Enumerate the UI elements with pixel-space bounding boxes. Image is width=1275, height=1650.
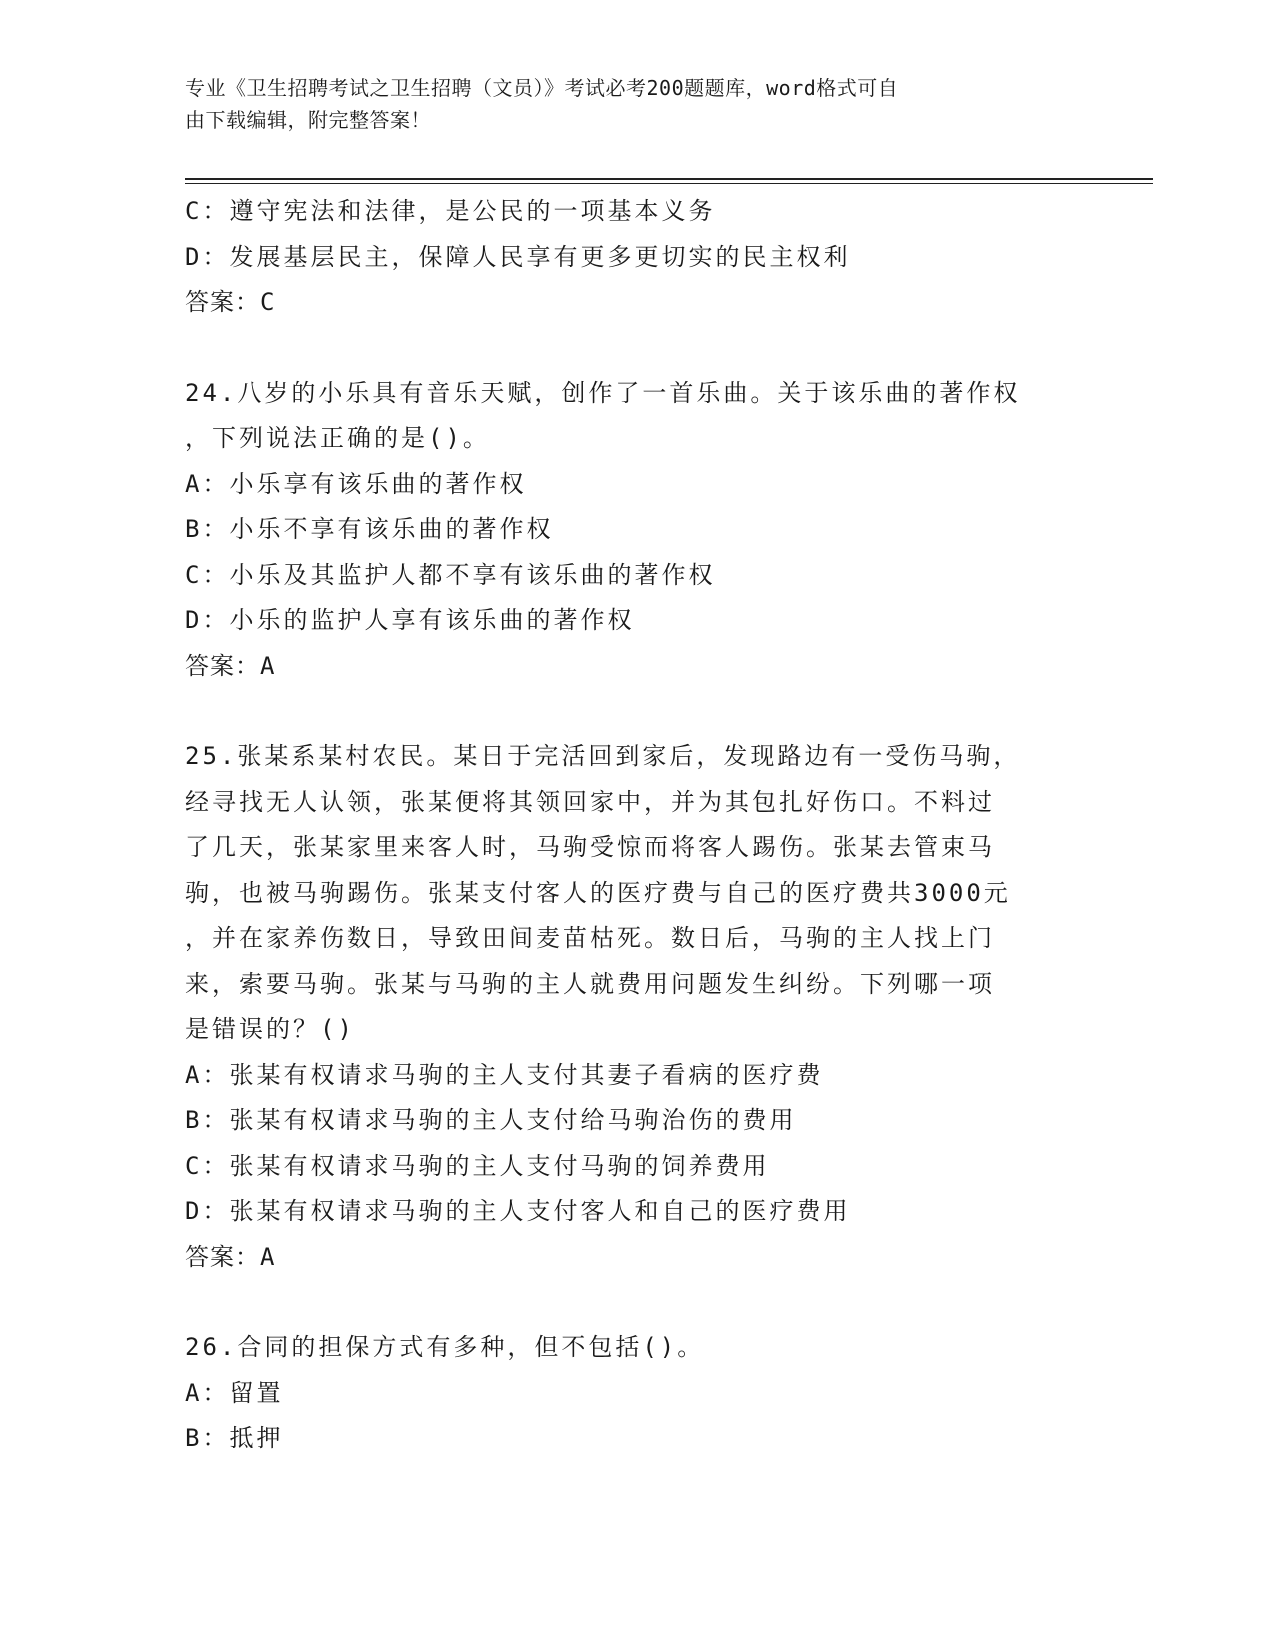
option-b: B：抵押 (185, 1424, 284, 1452)
spacer (185, 1280, 1085, 1325)
option-d: D：发展基层民主，保障人民享有更多更切实的民主权利 (185, 242, 851, 271)
question-block-24 (185, 371, 1085, 690)
answer-line: 答案：C (185, 288, 276, 316)
spacer (185, 326, 1085, 371)
question-block-26 (185, 1325, 1085, 1462)
option-d: D：小乐的监护人享有该乐曲的著作权 (185, 606, 635, 634)
question-stem-line: 经寻找无人认领，张某便将其领回家中，并为其包扎好伤口。不料过 (185, 787, 995, 816)
question-stem-line: 了几天，张某家里来客人时，马驹受惊而将客人踢伤。张某去管束马 (185, 833, 995, 861)
option-d: D：张某有权请求马驹的主人支付客人和自己的医疗费用 (185, 1197, 851, 1225)
question-stem-line: 24.八岁的小乐具有音乐天赋，创作了一首乐曲。关于该乐曲的著作权 (185, 378, 1021, 407)
question-stem-line: ，下列说法正确的是()。 (185, 424, 490, 452)
option-b: B：张某有权请求马驹的主人支付给马驹治伤的费用 (185, 1106, 797, 1134)
question-stem-line: 来，索要马驹。张某与马驹的主人就费用问题发生纠纷。下列哪一项 (185, 969, 995, 998)
document-header (185, 72, 1065, 136)
option-a: A：留置 (185, 1378, 284, 1407)
question-block-25 (185, 734, 1085, 1280)
option-b: B：小乐不享有该乐曲的著作权 (185, 515, 554, 543)
question-stem-line: 驹，也被马驹踢伤。张某支付客人的医疗费与自己的医疗费共3000元 (185, 878, 1011, 907)
option-a: A：小乐享有该乐曲的著作权 (185, 469, 527, 498)
option-a: A：张某有权请求马驹的主人支付其妻子看病的医疗费 (185, 1060, 824, 1089)
option-c: C：遵守宪法和法律，是公民的一项基本义务 (185, 197, 716, 225)
question-block-previous (185, 189, 1085, 326)
answer-line: 答案：A (185, 651, 276, 680)
spacer (185, 689, 1085, 734)
question-stem-line: 26.合同的担保方式有多种，但不包括()。 (185, 1333, 705, 1361)
header-line-1: 专业《卫生招聘考试之卫生招聘（文员）》考试必考200题题库，word格式可自 (185, 76, 899, 100)
question-list (185, 189, 1085, 1462)
question-stem-line: ，并在家养伤数日，导致田间麦苗枯死。数日后，马驹的主人找上门 (185, 924, 995, 952)
question-stem-line: 25.张某系某村农民。某日于完活回到家后，发现路边有一受伤马驹， (185, 742, 1021, 770)
header-line-2: 由下载编辑，附完整答案！ (185, 108, 431, 132)
answer-line: 答案：A (185, 1242, 276, 1271)
option-c: C：张某有权请求马驹的主人支付马驹的饲养费用 (185, 1151, 770, 1180)
option-c: C：小乐及其监护人都不享有该乐曲的著作权 (185, 560, 716, 589)
question-stem-line: 是错误的？() (185, 1015, 355, 1043)
header-rule-thin (185, 183, 1153, 184)
header-rule-thick (185, 178, 1153, 180)
